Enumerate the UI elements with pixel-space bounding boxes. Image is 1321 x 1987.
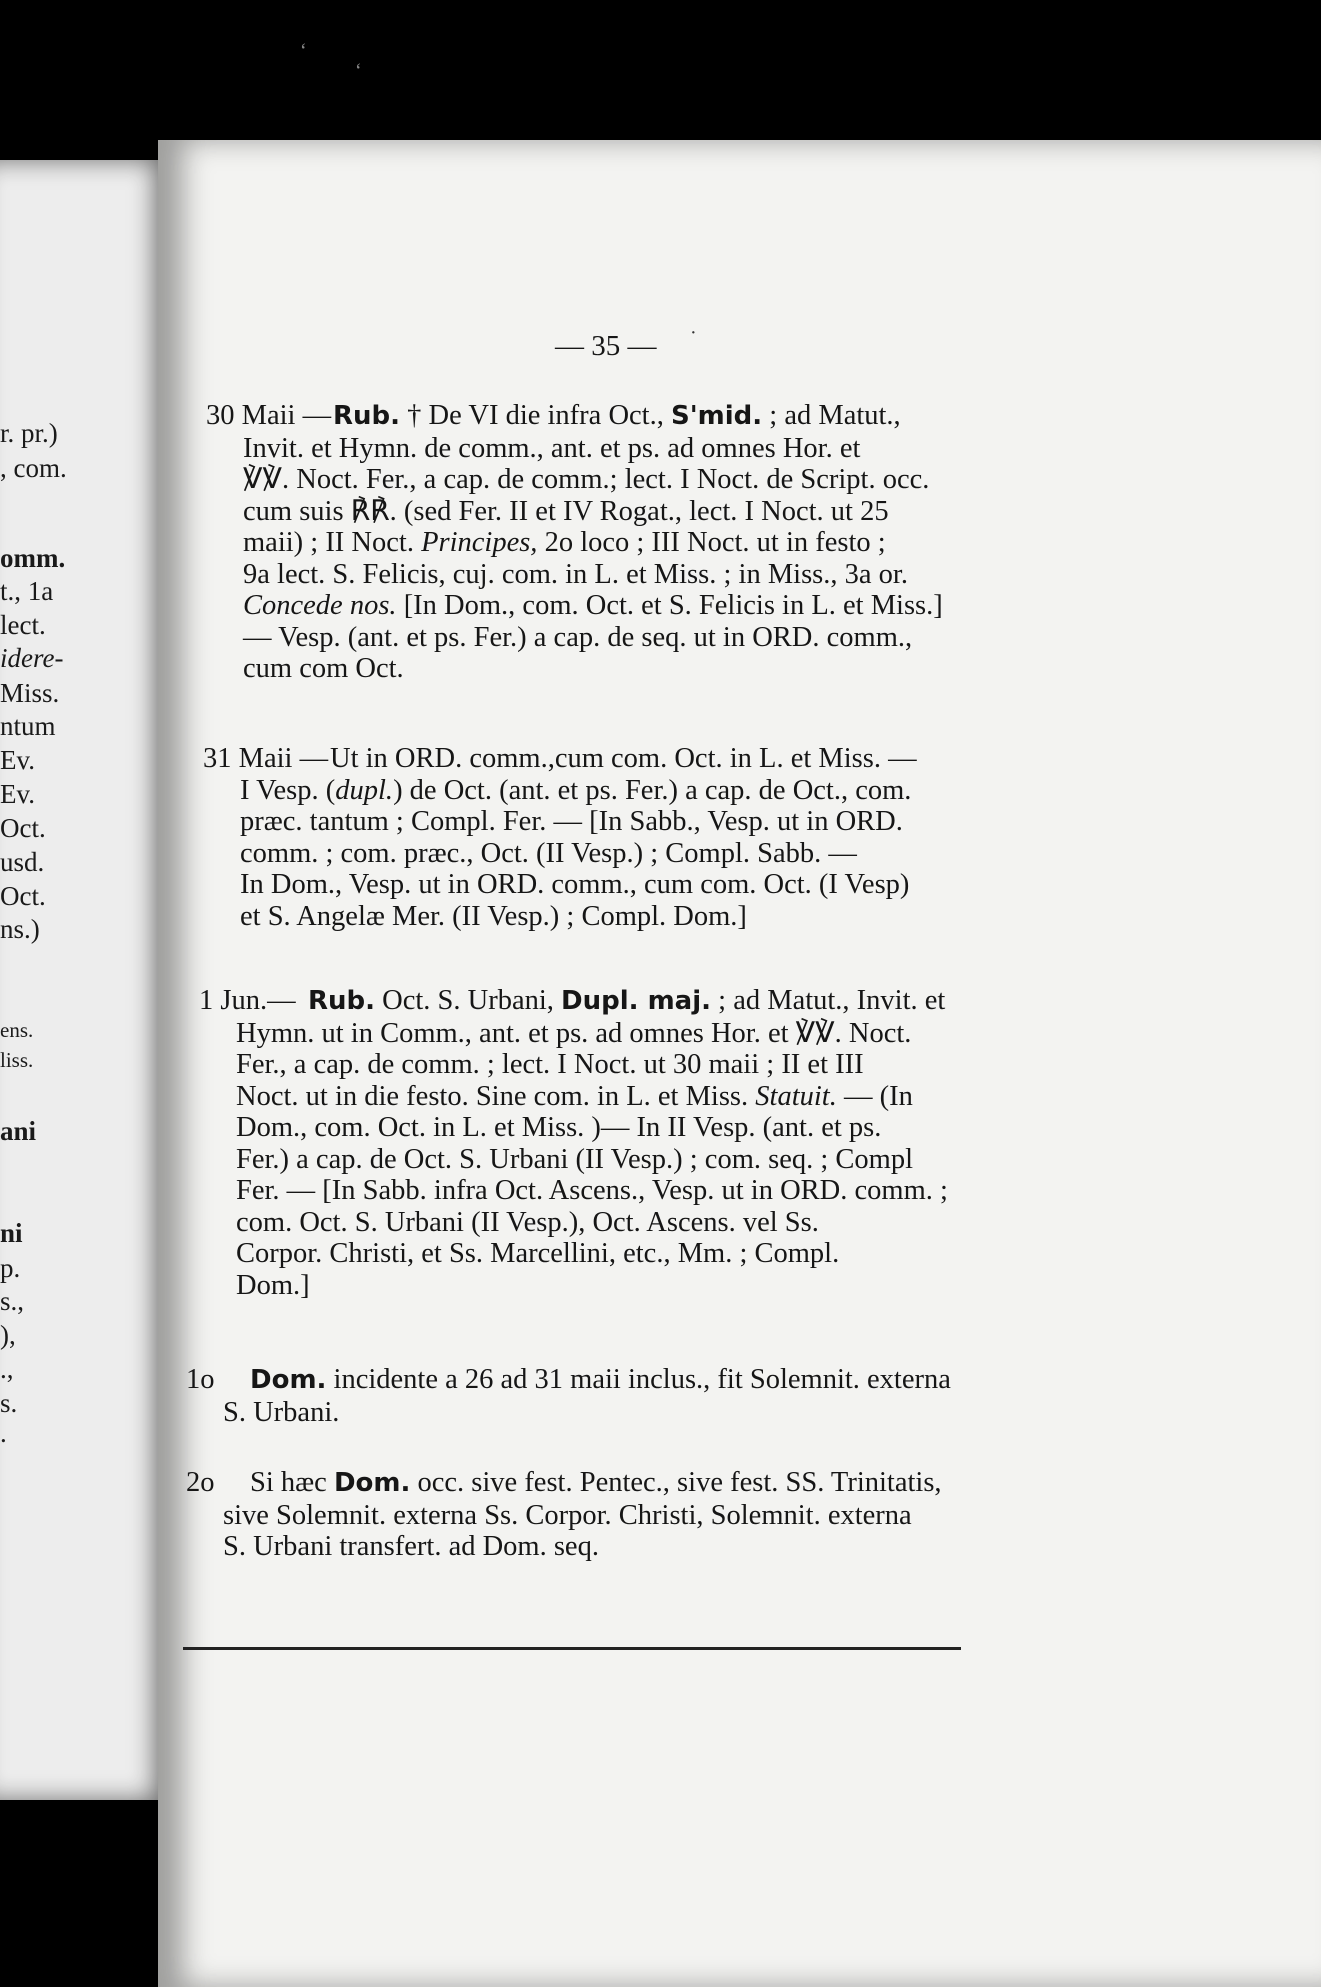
entry-date: 1o [186, 1364, 215, 1395]
text-run: Fer. — [In Sabb. infra Oct. Ascens., Vesp. ut in ORD. comm. ; [236, 1175, 948, 1206]
entry [206, 400, 998, 685]
text-line [236, 1270, 991, 1302]
text-line [243, 496, 998, 528]
text-line [223, 1467, 978, 1500]
text-run: Hymn. ut in Comm., ant. et ps. ad omnes Hor. et ℣℣. Noct. [236, 1017, 912, 1049]
bold-rubric: Rub. [333, 401, 401, 431]
italic-incipit: Concede nos. [243, 590, 397, 621]
bold-rubric: Dom. [333, 1468, 411, 1498]
text-run: S. Urbani transfert. ad Dom. seq. [223, 1531, 599, 1562]
text-line [243, 464, 998, 496]
italic-incipit: Principes, [421, 527, 538, 558]
text-line [236, 1018, 991, 1050]
left-page-fragment: omm. [0, 543, 66, 573]
text-line [236, 1238, 991, 1270]
left-page-fragment: ., [0, 1354, 14, 1384]
text-line [240, 901, 995, 933]
text-run: com. Oct. S. Urbani (II Vesp.), Oct. Ascens. vel Ss. [236, 1206, 819, 1238]
text-line [240, 775, 995, 807]
left-page-fragment: s. [0, 1388, 18, 1418]
text-run: comm. ; com. præc., Oct. (II Vesp.) ; Compl. Sabb. — [240, 837, 857, 869]
bold-rubric: S'mid. [670, 401, 763, 431]
text-run: — Vesp. (ant. et ps. Fer.) a cap. de seq. ut in ORD. comm., [243, 621, 913, 653]
text-line [240, 743, 995, 775]
text-run: et S. Angelæ Mer. (II Vesp.) ; Compl. Dom.] [240, 900, 747, 932]
scan-mark: · [690, 322, 697, 344]
text-run: cum suis ℟℟. (sed Fer. II et IV Rogat., lect. I Noct. ut 25 [243, 495, 889, 527]
text-run: I Vesp. ( [240, 774, 336, 806]
text-line [236, 985, 991, 1018]
text-run: Corpor. Christi, et Ss. Marcellini, etc., Mm. ; Compl. [236, 1238, 840, 1269]
text-line [243, 653, 998, 685]
page-number: — 35 — [555, 330, 657, 362]
text-run: occ. sive fest. Pentec., sive fest. SS. Trinitatis, [410, 1467, 942, 1498]
bold-rubric: Dupl. maj. [561, 986, 712, 1016]
bold-rubric: Rub. [308, 986, 376, 1016]
left-page-fragment: ), [0, 1320, 16, 1350]
text-run: ) de Oct. (ant. et ps. Fer.) a cap. de Oct., com. [393, 774, 912, 806]
left-page-fragment: r. pr.) [0, 418, 58, 448]
text-line [236, 1112, 991, 1144]
text-run: — (In [836, 1080, 913, 1112]
text-line [236, 1144, 991, 1176]
entry [186, 1467, 978, 1563]
scan-mark: ʻ [355, 60, 362, 82]
bold-rubric: Dom. [250, 1365, 327, 1395]
text-run: ℣℣. Noct. Fer., a cap. de comm.; lect. I Noct. de Script. occ. [243, 464, 930, 495]
scan-mark: ʻ [300, 40, 307, 62]
text-run: Oct. S. Urbani, [375, 985, 562, 1016]
text-run: Ut in ORD. comm.,cum com. Oct. in L. et Miss. — [330, 743, 917, 774]
text-run: maii) ; II Noct. [243, 527, 422, 558]
left-page-fragment: liss. [0, 1048, 34, 1072]
text-run: Si hæc [250, 1467, 334, 1498]
left-page-fragment: s., [0, 1286, 25, 1316]
text-run: præc. tantum ; Compl. Fer. — [In Sabb., Vesp. ut in ORD. [240, 806, 903, 837]
text-run: cum com Oct. [243, 653, 404, 684]
left-page-fragment: t., 1a [0, 576, 54, 606]
left-page-edge [0, 160, 175, 1800]
text-line [223, 1500, 978, 1532]
left-page-fragment: ns.) [0, 914, 40, 944]
text-run: [In Dom., com. Oct. et S. Felicis in L. et Miss.] [396, 590, 943, 621]
text-line [236, 1175, 991, 1207]
text-line [243, 622, 998, 654]
text-run: Fer.) a cap. de Oct. S. Urbani (II Vesp.) ; com. seq. ; Compl [236, 1143, 914, 1175]
text-line [243, 590, 998, 622]
text-line [223, 1397, 978, 1429]
text-line [243, 400, 998, 433]
text-run: Invit. et Hymn. de comm., ant. et ps. ad omnes Hor. et [243, 432, 861, 464]
text-run: Dom.] [236, 1269, 310, 1301]
text-line [236, 1081, 991, 1113]
left-page-fragment: Oct. [0, 881, 46, 911]
entry-date: 1 Jun.— [199, 985, 296, 1016]
text-line [243, 527, 998, 559]
text-line [240, 838, 995, 870]
left-page-fragment: usd. [0, 847, 45, 877]
text-run: sive Solemnit. externa Ss. Corpor. Christi, Solemnit. externa [223, 1499, 912, 1531]
text-run: ; ad Matut., [762, 400, 901, 431]
text-run: Noct. ut in die festo. Sine com. in L. et Miss. [236, 1080, 756, 1112]
entry-date: 2o [186, 1467, 215, 1498]
entry [203, 743, 995, 932]
text-run: 2o loco ; III Noct. ut in festo ; [537, 527, 886, 558]
left-page-fragment: ntum [0, 711, 56, 741]
text-line [223, 1364, 978, 1397]
left-page-fragment: idere- [0, 643, 64, 673]
footer-rule [183, 1647, 961, 1650]
entry [186, 1364, 978, 1428]
left-page-fragment: Ev. [0, 779, 35, 809]
italic-incipit: Statuit. [755, 1080, 837, 1112]
text-line [236, 1049, 991, 1081]
left-page-fragment: lect. [0, 610, 46, 640]
text-line [223, 1531, 978, 1563]
entry-date: 30 Maii — [206, 400, 332, 431]
text-run: incidente a 26 ad 31 maii inclus., fit Solemnit. externa [326, 1364, 951, 1395]
text-run: In Dom., Vesp. ut in ORD. comm., cum com. Oct. (I Vesp) [240, 869, 910, 900]
text-run: Fer., a cap. de comm. ; lect. I Noct. ut 30 maii ; II et III [236, 1049, 864, 1080]
left-page-fragment: Miss. [0, 678, 60, 708]
text-line [236, 1207, 991, 1239]
left-page-fragment: ani [0, 1116, 37, 1146]
left-page-fragment: Ev. [0, 745, 35, 775]
left-page-fragment: Oct. [0, 813, 46, 843]
left-page-fragment: ni [0, 1218, 23, 1248]
left-page-fragment: . [0, 1418, 7, 1448]
text-run: ; ad Matut., Invit. et [711, 985, 946, 1016]
left-page-fragment: p. [0, 1253, 21, 1283]
left-page-fragment: , com. [0, 453, 67, 483]
text-run: 9a lect. S. Felicis, cuj. com. in L. et Miss. ; in Miss., 3a or. [243, 558, 908, 590]
text-run: S. Urbani. [223, 1396, 340, 1428]
entry-date: 31 Maii — [203, 743, 329, 774]
text-line [243, 559, 998, 591]
text-line [240, 869, 995, 901]
left-page-fragment: ens. [0, 1018, 34, 1042]
italic-incipit: dupl. [335, 774, 394, 806]
text-line [240, 806, 995, 838]
entry [199, 985, 991, 1301]
text-run: † De VI die infra Oct., [400, 400, 671, 431]
text-run: Dom., com. Oct. in L. et Miss. )— In II Vesp. (ant. et ps. [236, 1112, 882, 1143]
text-line [243, 433, 998, 465]
